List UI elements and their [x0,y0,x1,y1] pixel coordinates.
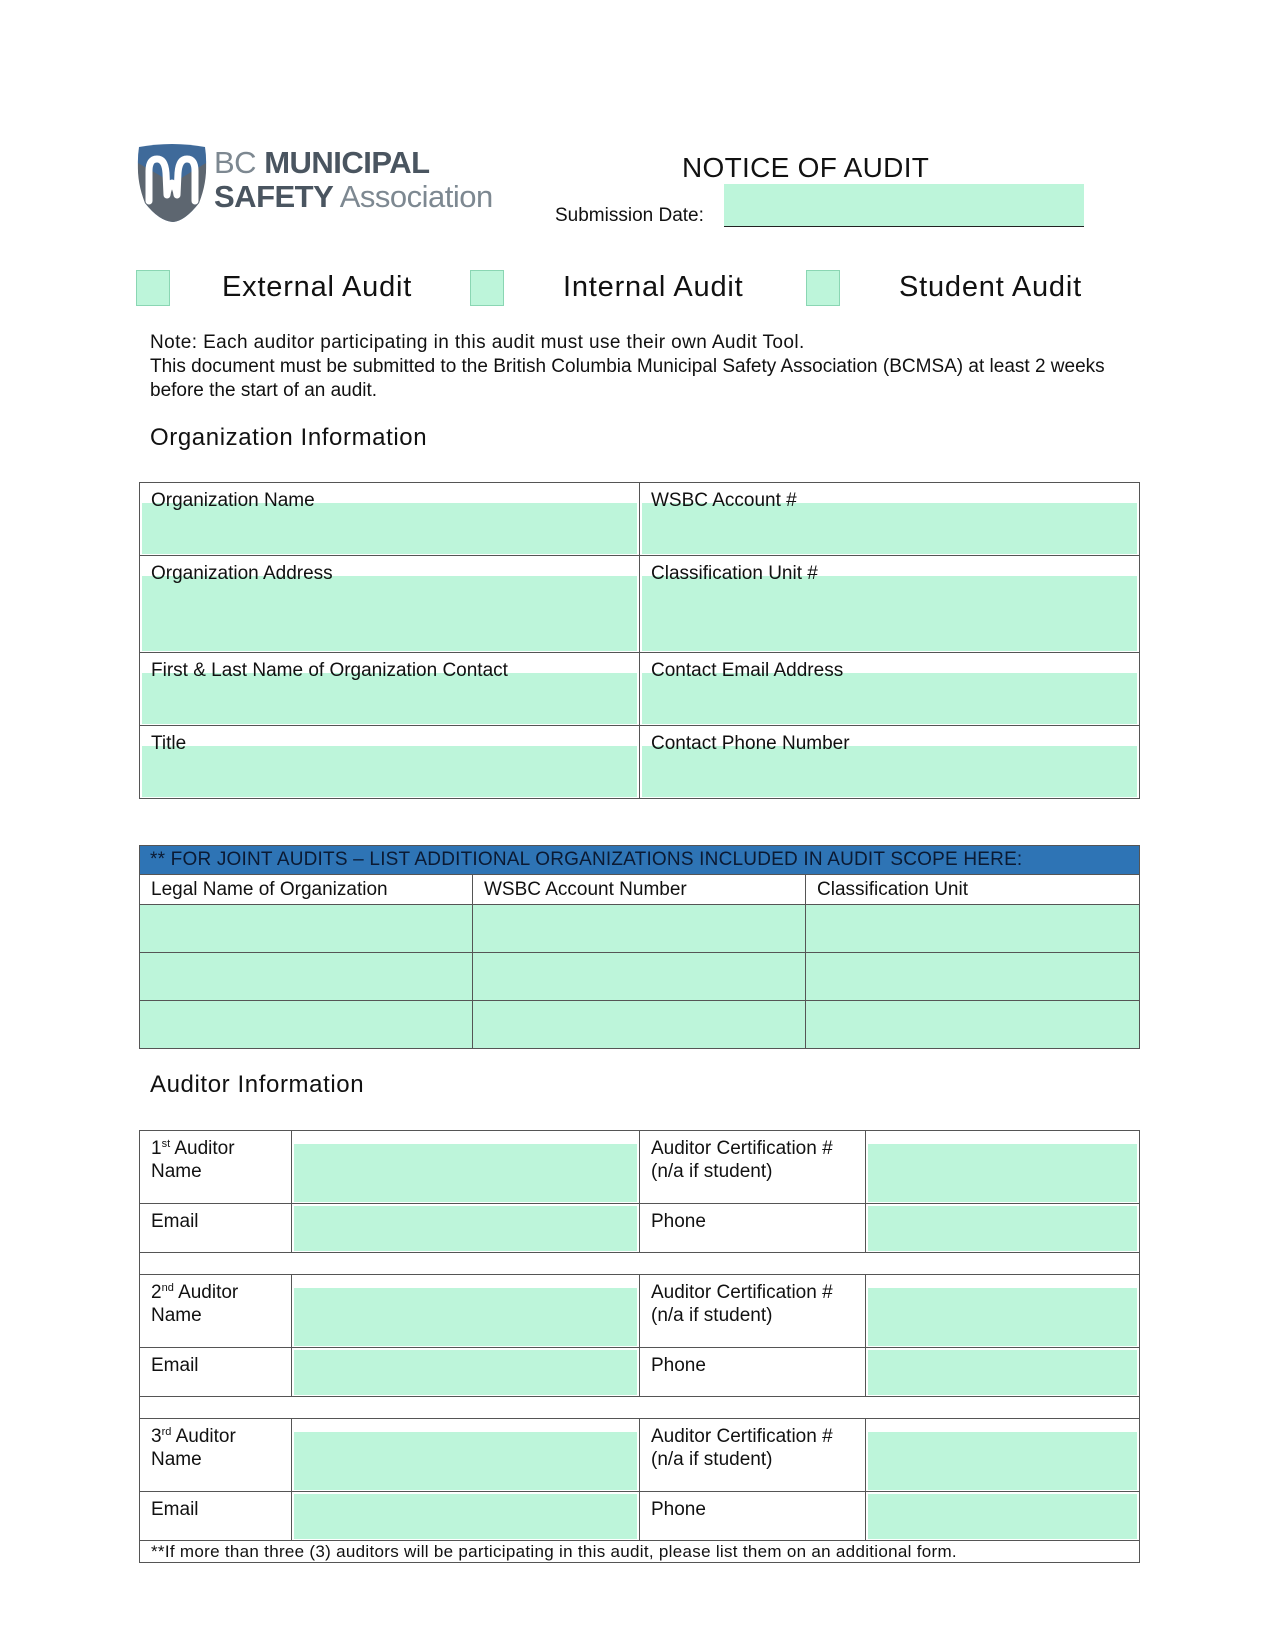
auditor-2-name-label-cell [140,1275,292,1348]
auditor-3-phone-field[interactable] [868,1494,1137,1539]
auditor-3-email-label-cell [140,1492,292,1541]
wsbc-account-cell [640,483,1140,556]
auditor-1-name-cell [292,1131,640,1204]
contact-title-cell [140,726,640,799]
auditor-3-cert-field[interactable] [868,1432,1137,1490]
auditor-2-name-label: 2nd Auditor Name [151,1282,239,1326]
auditor-2-cert-cell [866,1275,1140,1348]
auditor-2-name-field[interactable] [294,1288,637,1346]
auditor-2-email-label-cell [140,1348,292,1397]
auditor-2-cert-field[interactable] [868,1288,1137,1346]
auditor-2-cert-label-cell [640,1275,866,1348]
auditor-1-phone-field[interactable] [868,1206,1137,1251]
org-name-label: Organization Name [151,490,315,511]
auditor-2-phone-field[interactable] [868,1350,1137,1395]
joint-audits-header: ** FOR JOINT AUDITS – LIST ADDITIONAL ORGANIZATIONS INCLUDED IN AUDIT SCOPE HERE: [140,846,1140,875]
contact-phone-cell [640,726,1140,799]
classification-unit-label: Classification Unit # [651,563,818,584]
auditor-3-name-label: 3rd Auditor Name [151,1426,236,1470]
auditor-3-name-field[interactable] [294,1432,637,1490]
auditor-1-email-label: Email [151,1211,199,1232]
auditor-2-cert-label: Auditor Certification # (n/a if student) [651,1282,833,1326]
contact-title-field[interactable] [142,746,637,797]
auditor-3-cert-cell [866,1419,1140,1492]
organization-section-title: Organization Information [150,424,428,451]
classification-unit-field[interactable] [642,576,1137,651]
auditor-1-email-cell [292,1204,640,1253]
auditor-1-email-label-cell [140,1204,292,1253]
auditor-info-table [139,1130,1140,1563]
auditors-footnote: **If more than three (3) auditors will be participating in this audit, please list them on an additional form. [140,1541,1140,1563]
organization-info-table [139,482,1140,799]
joint-row-3-class-unit[interactable] [806,1001,1140,1049]
auditor-3-email-field[interactable] [294,1494,637,1539]
auditor-1-name-field[interactable] [294,1144,637,1202]
joint-audits-table [139,845,1140,1049]
auditor-2-email-label: Email [151,1355,199,1376]
joint-col-wsbc: WSBC Account Number [473,875,806,905]
org-address-label: Organization Address [151,563,333,584]
wsbc-account-label: WSBC Account # [651,490,797,511]
auditor-3-name-label-cell [140,1419,292,1492]
student-audit-label: Student Audit [899,271,1082,303]
auditor-1-phone-cell [866,1204,1140,1253]
joint-row-1-class-unit[interactable] [806,905,1140,953]
submission-date-label: Submission Date: [555,205,704,226]
auditor-1-name-label-cell [140,1131,292,1204]
bcmsa-logo-text: BC MUNICIPAL SAFETY Association [214,145,493,214]
joint-row-3-legal-name[interactable] [140,1001,473,1049]
org-address-field[interactable] [142,576,637,651]
joint-row-1-legal-name[interactable] [140,905,473,953]
auditor-1-cert-cell [866,1131,1140,1204]
auditor-spacer-row [140,1397,1140,1419]
internal-audit-checkbox[interactable] [470,270,504,306]
auditor-2-phone-cell [866,1348,1140,1397]
student-audit-checkbox[interactable] [806,270,840,306]
instructions-note [150,331,1135,403]
joint-row-1-wsbc[interactable] [473,905,806,953]
contact-title-label: Title [151,733,187,754]
contact-name-cell [140,653,640,726]
contact-phone-label: Contact Phone Number [651,733,850,754]
auditor-2-phone-label-cell [640,1348,866,1397]
auditor-1-email-field[interactable] [294,1206,637,1251]
auditor-3-cert-label: Auditor Certification # (n/a if student) [651,1426,833,1470]
auditor-1-cert-label-cell [640,1131,866,1204]
contact-name-label: First & Last Name of Organization Contact [151,660,508,681]
external-audit-checkbox[interactable] [136,270,170,306]
auditor-1-cert-label: Auditor Certification # (n/a if student) [651,1138,833,1182]
bcmsa-logo-icon [133,143,211,223]
auditor-3-phone-label-cell [640,1492,866,1541]
auditor-2-email-field[interactable] [294,1350,637,1395]
auditor-1-name-label: 1st Auditor Name [151,1138,235,1182]
contact-email-label: Contact Email Address [651,660,844,681]
joint-col-class-unit: Classification Unit [806,875,1140,905]
contact-email-cell [640,653,1140,726]
auditor-2-name-cell [292,1275,640,1348]
auditor-3-name-cell [292,1419,640,1492]
auditor-3-phone-label: Phone [651,1499,706,1520]
auditor-spacer-row [140,1253,1140,1275]
auditor-section-title: Auditor Information [150,1071,365,1098]
internal-audit-label: Internal Audit [563,271,744,303]
joint-row-2-class-unit[interactable] [806,953,1140,1001]
auditor-1-phone-label: Phone [651,1211,706,1232]
org-address-cell [140,556,640,653]
org-name-cell [140,483,640,556]
classification-unit-cell [640,556,1140,653]
auditor-3-phone-cell [866,1492,1140,1541]
auditor-3-email-label: Email [151,1499,199,1520]
auditor-3-email-cell [292,1492,640,1541]
auditor-1-cert-field[interactable] [868,1144,1137,1202]
external-audit-label: External Audit [222,271,413,303]
page-title: NOTICE OF AUDIT [682,152,930,183]
auditor-3-cert-label-cell [640,1419,866,1492]
note-line-2: This document must be submitted to the British Columbia Municipal Safety Association (BCMSA) at least 2 weeks before the start of an audit. [150,356,1105,401]
joint-row-3-wsbc[interactable] [473,1001,806,1049]
submission-date-field[interactable] [724,184,1084,227]
joint-row-2-legal-name[interactable] [140,953,473,1001]
auditor-2-phone-label: Phone [651,1355,706,1376]
auditor-1-phone-label-cell [640,1204,866,1253]
joint-row-2-wsbc[interactable] [473,953,806,1001]
auditor-2-email-cell [292,1348,640,1397]
note-line-1: Note: Each auditor participating in this audit must use their own Audit Tool. [150,332,805,353]
joint-col-legal-name: Legal Name of Organization [140,875,473,905]
